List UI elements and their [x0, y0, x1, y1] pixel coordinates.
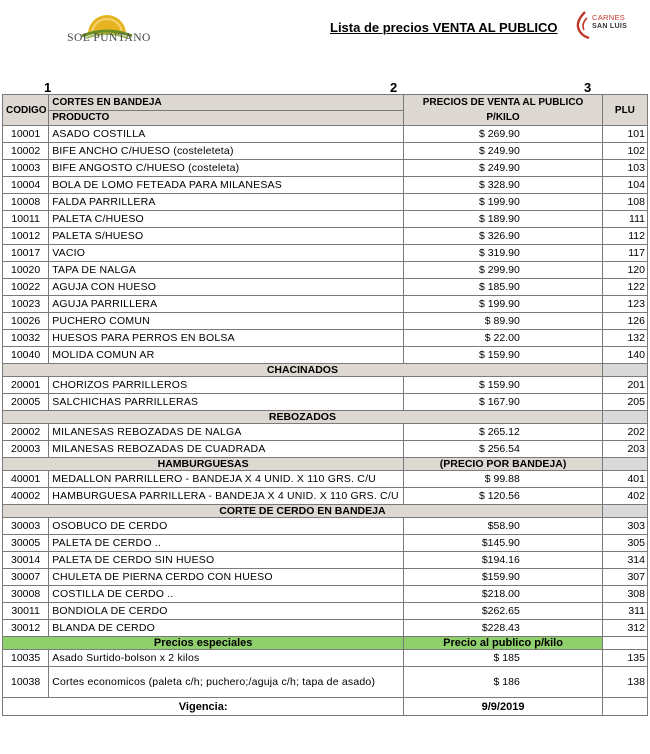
product-price: $ 22.00 [404, 330, 603, 347]
header-codigo: CODIGO [3, 95, 49, 126]
product-plu: 138 [602, 667, 647, 698]
section-rebozados [3, 411, 648, 424]
product-name: SALCHICHAS PARRILLERAS [49, 394, 404, 411]
product-price: $ 249.90 [404, 143, 603, 160]
product-plu: 112 [602, 228, 647, 245]
product-price: $159.90 [404, 569, 603, 586]
section-empty-cell [602, 411, 647, 424]
brand-right-name [592, 14, 627, 31]
product-code: 10032 [3, 330, 49, 347]
header-precio-line2: P/KILO [486, 112, 520, 123]
product-plu: 202 [602, 424, 647, 441]
product-plu: 401 [602, 471, 647, 488]
product-plu: 140 [602, 347, 647, 364]
table-row [3, 569, 648, 586]
table-row [3, 603, 648, 620]
product-code: 10012 [3, 228, 49, 245]
product-plu: 120 [602, 262, 647, 279]
product-name: BIFE ANGOSTO C/HUESO (costeleta) [49, 160, 404, 177]
column-number-2: 2 [390, 80, 398, 95]
product-name: VACIO [49, 245, 404, 262]
product-plu: 305 [602, 535, 647, 552]
product-price: $145.90 [404, 535, 603, 552]
product-price: $ 326.90 [404, 228, 603, 245]
header-producto: PRODUCTO [49, 110, 404, 126]
product-code: 30014 [3, 552, 49, 569]
table-row [3, 620, 648, 637]
product-code: 10022 [3, 279, 49, 296]
table-row [3, 424, 648, 441]
product-code: 40002 [3, 488, 49, 505]
product-plu: 117 [602, 245, 647, 262]
section-price-note: Precio al publico p/kilo [404, 637, 603, 650]
product-name: PALETA S/HUESO [49, 228, 404, 245]
product-name: PALETA C/HUESO [49, 211, 404, 228]
table-row [3, 313, 648, 330]
product-price: $ 199.90 [404, 296, 603, 313]
brand-right-line1: CARNES [592, 13, 626, 22]
section-empty-cell [602, 637, 647, 650]
product-plu: 126 [602, 313, 647, 330]
product-plu: 308 [602, 586, 647, 603]
product-price: $ 269.90 [404, 126, 603, 143]
product-price: $218.00 [404, 586, 603, 603]
brand-right-line2: SAN LUIS [592, 23, 628, 30]
table-row [3, 471, 648, 488]
product-plu: 205 [602, 394, 647, 411]
product-name: COSTILLA DE CERDO .. [49, 586, 404, 603]
section-especiales [3, 637, 648, 650]
product-code: 30011 [3, 603, 49, 620]
product-name: OSOBUCO DE CERDO [49, 518, 404, 535]
product-code: 10040 [3, 347, 49, 364]
product-price: $ 319.90 [404, 245, 603, 262]
product-price: $ 185 [404, 650, 603, 667]
section-title: Precios especiales [3, 637, 404, 650]
table-header-row-1 [3, 95, 648, 111]
product-price: $ 120.56 [404, 488, 603, 505]
product-name: ASADO COSTILLA [49, 126, 404, 143]
footer-row [3, 698, 648, 716]
product-name: Cortes economicos (paleta c/h; puchero;/aguja c/h; tapa de asado) [49, 667, 404, 698]
product-name: BONDIOLA DE CERDO [49, 603, 404, 620]
product-name: FALDA PARRILLERA [49, 194, 404, 211]
table-row [3, 535, 648, 552]
product-price: $262.65 [404, 603, 603, 620]
product-name: BIFE ANCHO C/HUESO (costeleteta) [49, 143, 404, 160]
product-code: 10002 [3, 143, 49, 160]
product-name: MOLIDA COMUN AR [49, 347, 404, 364]
product-plu: 104 [602, 177, 647, 194]
table-row [3, 394, 648, 411]
section-title: CHACINADOS [3, 364, 603, 377]
product-plu: 307 [602, 569, 647, 586]
section-empty-cell [602, 364, 647, 377]
product-code: 10038 [3, 667, 49, 698]
product-name: MEDALLON PARRILLERO - BANDEJA X 4 UNID. X 110 GRS. C/U [49, 471, 404, 488]
page-header [0, 0, 650, 80]
product-name: MILANESAS REBOZADAS DE NALGA [49, 424, 404, 441]
section-cerdo [3, 505, 648, 518]
section-note: (PRECIO POR BANDEJA) [404, 458, 603, 471]
product-plu: 201 [602, 377, 647, 394]
footer-empty-cell [602, 698, 647, 716]
section-hamburguesas [3, 458, 648, 471]
product-price: $ 89.90 [404, 313, 603, 330]
product-code: 30003 [3, 518, 49, 535]
product-code: 10035 [3, 650, 49, 667]
product-code: 10003 [3, 160, 49, 177]
table-row [3, 377, 648, 394]
table-row [3, 279, 648, 296]
column-number-1: 1 [44, 80, 52, 95]
product-plu: 123 [602, 296, 647, 313]
table-row [3, 143, 648, 160]
product-name: CHULETA DE PIERNA CERDO CON HUESO [49, 569, 404, 586]
product-code: 20005 [3, 394, 49, 411]
product-name: CHORIZOS PARRILLEROS [49, 377, 404, 394]
table-row [3, 552, 648, 569]
product-plu: 314 [602, 552, 647, 569]
product-code: 20003 [3, 441, 49, 458]
header-plu: PLU [602, 95, 647, 126]
table-row [3, 262, 648, 279]
price-table [2, 94, 648, 716]
product-price: $ 185.90 [404, 279, 603, 296]
table-row [3, 650, 648, 667]
product-name: TAPA DE NALGA [49, 262, 404, 279]
product-plu: 103 [602, 160, 647, 177]
product-name: PUCHERO COMUN [49, 313, 404, 330]
product-plu: 102 [602, 143, 647, 160]
table-row [3, 245, 648, 262]
page-title: Lista de precios VENTA AL PUBLICO [330, 20, 558, 35]
product-code: 30007 [3, 569, 49, 586]
product-plu: 203 [602, 441, 647, 458]
product-plu: 111 [602, 211, 647, 228]
section-title: REBOZADOS [3, 411, 603, 424]
table-row [3, 667, 648, 698]
product-code: 10017 [3, 245, 49, 262]
product-plu: 135 [602, 650, 647, 667]
product-price: $ 299.90 [404, 262, 603, 279]
product-name: AGUJA CON HUESO [49, 279, 404, 296]
product-price: $ 159.90 [404, 347, 603, 364]
footer-label: Vigencia: [3, 698, 404, 716]
header-cortes: CORTES EN BANDEJA [49, 95, 404, 111]
table-row [3, 211, 648, 228]
product-name: BLANDA DE CERDO [49, 620, 404, 637]
product-plu: 108 [602, 194, 647, 211]
header-precio [404, 95, 603, 126]
product-price: $ 167.90 [404, 394, 603, 411]
product-name: PALETA DE CERDO .. [49, 535, 404, 552]
product-price: $ 328.90 [404, 177, 603, 194]
section-empty-cell [602, 458, 647, 471]
brand-left-name: SOL PUNTANO [67, 32, 151, 44]
product-name: Asado Surtido-bolson x 2 kilos [49, 650, 404, 667]
product-price: $ 256.54 [404, 441, 603, 458]
section-chacinados [3, 364, 648, 377]
product-price: $ 249.90 [404, 160, 603, 177]
table-row [3, 126, 648, 143]
product-code: 10004 [3, 177, 49, 194]
table-row [3, 194, 648, 211]
product-plu: 101 [602, 126, 647, 143]
column-numbers [0, 80, 650, 94]
product-name: HUESOS PARA PERROS EN BOLSA [49, 330, 404, 347]
table-row [3, 160, 648, 177]
product-plu: 311 [602, 603, 647, 620]
product-name: BOLA DE LOMO FETEADA PARA MILANESAS [49, 177, 404, 194]
header-precio-line1: PRECIOS DE VENTA AL PUBLICO [422, 97, 584, 108]
product-price: $194.16 [404, 552, 603, 569]
product-price: $ 265.12 [404, 424, 603, 441]
section-empty-cell [602, 505, 647, 518]
product-code: 10001 [3, 126, 49, 143]
product-code: 10023 [3, 296, 49, 313]
product-code: 20002 [3, 424, 49, 441]
section-title: CORTE DE CERDO EN BANDEJA [3, 505, 603, 518]
table-row [3, 586, 648, 603]
product-code: 10008 [3, 194, 49, 211]
product-price: $ 199.90 [404, 194, 603, 211]
product-plu: 402 [602, 488, 647, 505]
table-row [3, 441, 648, 458]
table-row [3, 347, 648, 364]
product-code: 30005 [3, 535, 49, 552]
product-code: 10026 [3, 313, 49, 330]
product-plu: 122 [602, 279, 647, 296]
product-name: AGUJA PARRILLERA [49, 296, 404, 313]
column-number-3: 3 [584, 80, 592, 95]
product-plu: 132 [602, 330, 647, 347]
footer-date: 9/9/2019 [404, 698, 603, 716]
product-price: $ 99.88 [404, 471, 603, 488]
table-row [3, 177, 648, 194]
product-code: 30008 [3, 586, 49, 603]
product-plu: 303 [602, 518, 647, 535]
product-code: 20001 [3, 377, 49, 394]
product-code: 30012 [3, 620, 49, 637]
product-code: 10020 [3, 262, 49, 279]
table-row [3, 518, 648, 535]
table-row [3, 296, 648, 313]
product-code: 10011 [3, 211, 49, 228]
carnes-flame-logo-icon [573, 10, 593, 42]
table-row [3, 330, 648, 347]
product-price: $228.43 [404, 620, 603, 637]
product-name: MILANESAS REBOZADAS DE CUADRADA [49, 441, 404, 458]
product-plu: 312 [602, 620, 647, 637]
product-price: $ 189.90 [404, 211, 603, 228]
table-row [3, 228, 648, 245]
product-code: 40001 [3, 471, 49, 488]
section-title: HAMBURGUESAS [3, 458, 404, 471]
product-price: $58.90 [404, 518, 603, 535]
product-name: PALETA DE CERDO SIN HUESO [49, 552, 404, 569]
product-price: $ 159.90 [404, 377, 603, 394]
product-price: $ 186 [404, 667, 603, 698]
table-row [3, 488, 648, 505]
product-name: HAMBURGUESA PARRILLERA - BANDEJA X 4 UNID. X 110 GRS. C/U [49, 488, 404, 505]
